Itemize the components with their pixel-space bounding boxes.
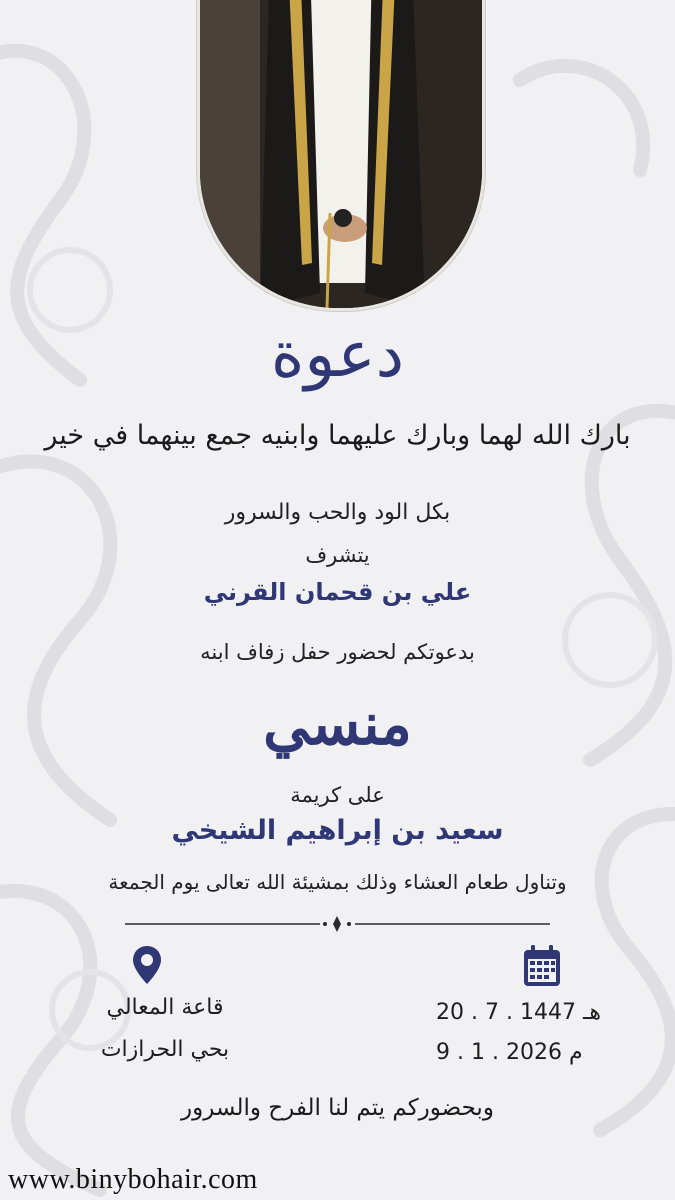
groom-name: منسي <box>263 690 412 758</box>
invite-text: بدعوتكم لحضور حفل زفاف ابنه <box>200 640 475 664</box>
host-name: علي بن قحمان القرني <box>203 578 472 606</box>
closing-calligraphy: وبحضوركم يتم لنا الفرح والسرور <box>181 1095 494 1121</box>
to-daughter-text: على كريمة <box>290 783 385 807</box>
dinner-text: وتناول طعام العشاء وذلك بمشيئة الله تعالى يوم الجمعة <box>108 870 567 894</box>
website-watermark: www.binybohair.com <box>8 1164 258 1195</box>
portrait-illustration <box>200 0 482 308</box>
map-pin-icon <box>132 945 162 985</box>
blessing-calligraphy: بارك الله لهما وبارك عليهما وابنيه جمع بينهما في خير <box>44 420 631 451</box>
ornament-divider <box>125 914 550 934</box>
invitation-title: دعوة <box>270 318 405 392</box>
venue-name: قاعة المعالي <box>106 995 224 1020</box>
calendar-icon <box>522 944 562 988</box>
date-gregorian: 9 . 1 . 2026 م <box>436 1040 583 1065</box>
date-hijri: 20 . 7 . 1447 هـ <box>436 1000 601 1025</box>
greeting-text: بكل الود والحب والسرور <box>224 500 451 525</box>
bride-father-name: سعيد بن إبراهيم الشيخي <box>171 815 504 846</box>
honored-text: يتشرف <box>305 543 370 567</box>
venue-district: بحي الحرازات <box>100 1037 230 1062</box>
groom-portrait <box>197 0 485 311</box>
